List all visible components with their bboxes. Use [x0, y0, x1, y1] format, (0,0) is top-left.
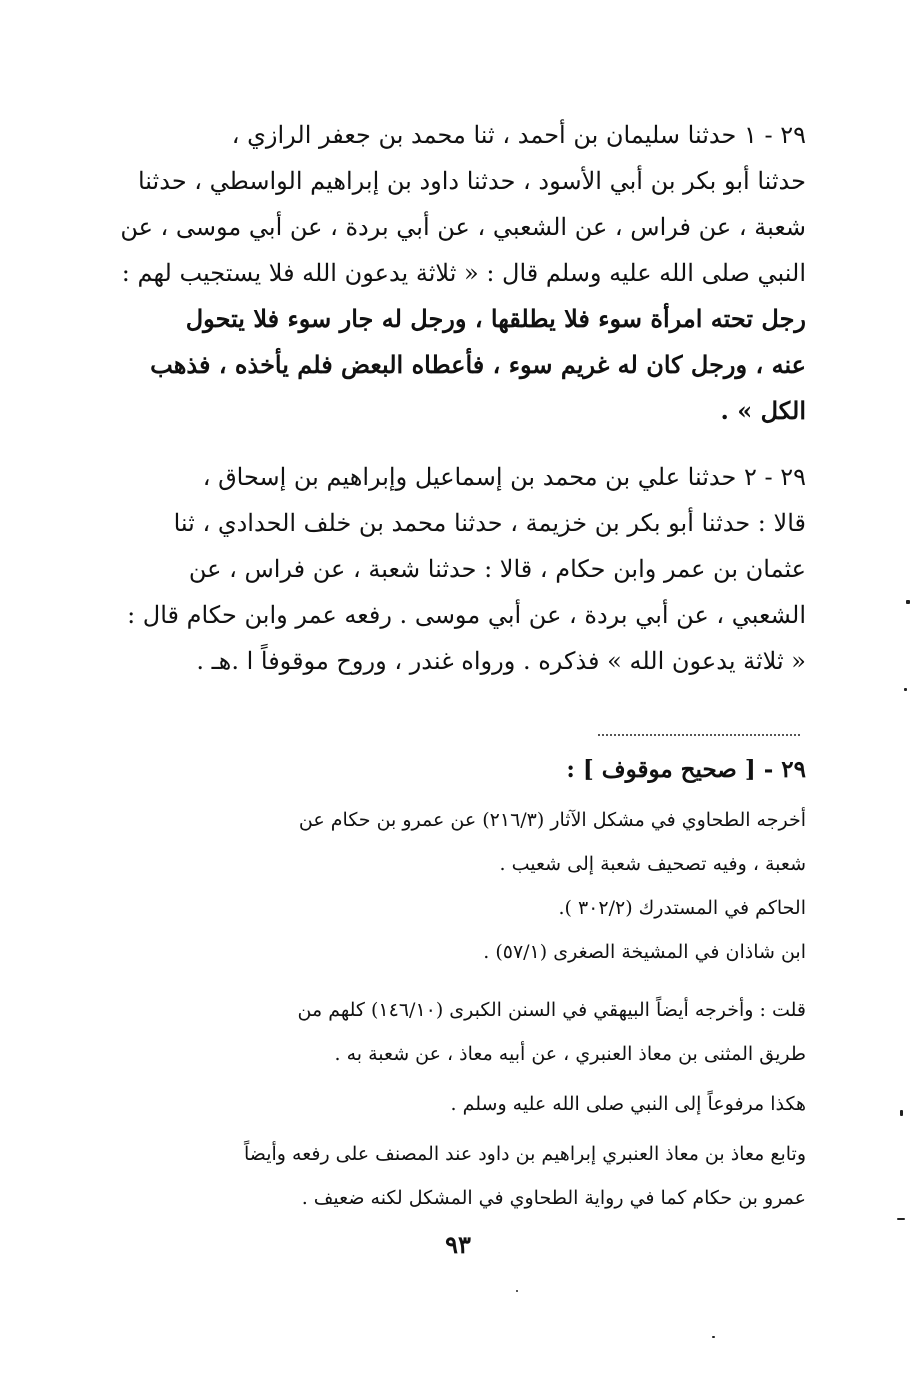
- hadith-line: النبي صلى الله عليه وسلم قال : « ثلاثة يدعون الله فلا يستجيب لهم :: [121, 259, 806, 287]
- scan-speck: [897, 1218, 905, 1220]
- hadith-29-2: [106, 454, 806, 684]
- takhrij-remark: [106, 1082, 806, 1126]
- page-number: ٩٣: [445, 1230, 471, 1259]
- scan-speck: [712, 1336, 715, 1338]
- footnote-separator: [598, 734, 800, 736]
- note-line: ابن شاذان في المشيخة الصغرى (٥٧/١) .: [483, 941, 806, 963]
- hadith-29-1: [106, 112, 806, 434]
- takhrij-follow-up: [106, 1132, 806, 1220]
- note-line: قلت : وأخرجه أيضاً البيهقي في السنن الكبرى (١٤٦/١٠) كلهم من: [297, 999, 806, 1021]
- hadith-line: عثمان بن عمر وابن حكام ، قالا : حدثنا شعبة ، عن فراس ، عن: [188, 555, 806, 583]
- note-line: وتابع معاذ بن معاذ العنبري إبراهيم بن داود عند المصنف على رفعه وأيضاً: [243, 1143, 806, 1165]
- takhrij-sources: [106, 798, 806, 974]
- hadith-line: قالا : حدثنا أبو بكر بن خزيمة ، حدثنا محمد بن خلف الحدادي ، ثنا: [173, 509, 806, 537]
- note-line: عمرو بن حكام كما في رواية الطحاوي في المشكل لكنه ضعيف .: [301, 1187, 806, 1209]
- hadith-line: الكل » .: [720, 396, 806, 425]
- hadith-line: الشعبي ، عن أبي بردة ، عن أبي موسى . رفعه عمر وابن حكام قال :: [127, 601, 806, 629]
- takhrij-heading: ٢٩ - [ صحيح موقوف ] :: [566, 756, 806, 783]
- hadith-line: ٢٩ - ٢ حدثنا علي بن محمد بن إسماعيل وإبراهيم بن إسحاق ،: [202, 463, 806, 491]
- scan-speck: [904, 688, 907, 691]
- hadith-line: رجل تحته امرأة سوء فلا يطلقها ، ورجل له جار سوء فلا يتحول: [185, 304, 806, 333]
- scan-speck: [516, 1290, 518, 1292]
- scan-speck: [906, 600, 910, 604]
- takhrij-comment: [106, 988, 806, 1076]
- hadith-line: « ثلاثة يدعون الله » فذكره . ورواه غندر ، وروح موقوفاً ا .هـ .: [196, 647, 806, 675]
- hadith-line: حدثنا أبو بكر بن أبي الأسود ، حدثنا داود بن إبراهيم الواسطي ، حدثنا: [137, 167, 806, 195]
- hadith-line: ٢٩ - ١ حدثنا سليمان بن أحمد ، ثنا محمد بن جعفر الرازي ،: [231, 121, 806, 149]
- note-line: طريق المثنى بن معاذ العنبري ، عن أبيه معاذ ، عن شعبة به .: [334, 1043, 806, 1065]
- note-line: شعبة ، وفيه تصحيف شعبة إلى شعيب .: [499, 853, 806, 875]
- note-line: هكذا مرفوعاً إلى النبي صلى الله عليه وسلم .: [450, 1093, 806, 1115]
- hadith-line: عنه ، ورجل كان له غريم سوء ، فأعطاه البعض فلم يأخذه ، فذهب: [150, 350, 806, 379]
- scan-speck: [900, 1110, 903, 1116]
- note-line: أخرجه الطحاوي في مشكل الآثار (٢١٦/٣) عن عمرو بن حكام عن: [298, 809, 806, 831]
- hadith-line: شعبة ، عن فراس ، عن الشعبي ، عن أبي بردة ، عن أبي موسى ، عن: [120, 213, 806, 241]
- note-line: الحاكم في المستدرك (٣٠٢/٢ ).: [558, 897, 806, 919]
